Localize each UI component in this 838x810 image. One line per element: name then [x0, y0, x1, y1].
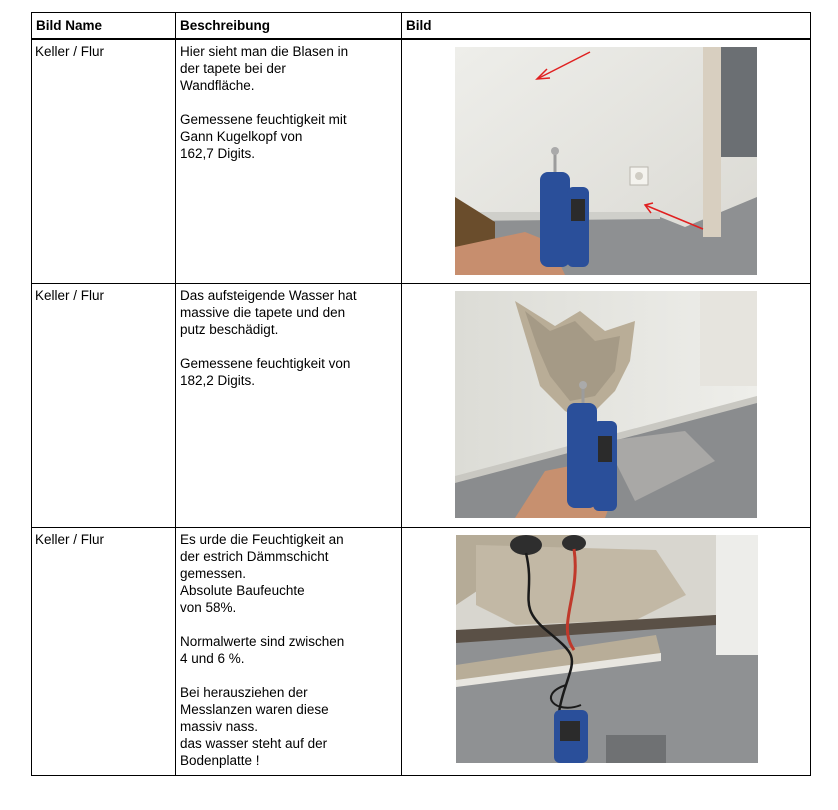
header-beschreibung: Beschreibung: [176, 13, 402, 39]
row-description: [176, 527, 402, 775]
wall-moisture-meter-photo: [455, 47, 757, 275]
row-description: [176, 283, 402, 527]
table-header-row: [32, 13, 811, 39]
row-name: Keller / Flur: [32, 527, 176, 775]
header-bild: Bild: [402, 13, 811, 39]
table-row: [32, 39, 811, 284]
row-description: [176, 39, 402, 284]
description-paragraph: Das aufsteigende Wasser hat massive die tapete und den putz beschädigt.: [180, 287, 357, 337]
damaged-plaster-photo: [455, 291, 757, 518]
row-name: Keller / Flur: [32, 283, 176, 527]
description-paragraph: Es urde die Feuchtigkeit an der estrich Dämmschicht gemessen. Absolute Baufeuchte von 58%.: [180, 531, 344, 615]
row-name: Keller / Flur: [32, 39, 176, 284]
description-paragraph: Hier sieht man die Blasen in der tapete bei der Wandfläche.: [180, 43, 349, 93]
row-image-cell: [402, 39, 811, 284]
screed-probe-photo: [456, 535, 758, 763]
row-image-cell: [402, 527, 811, 775]
description-paragraph: Gemessene feuchtigkeit mit Gann Kugelkopf von 162,7 Digits.: [180, 111, 347, 161]
description-paragraph: Gemessene feuchtigkeit von 182,2 Digits.: [180, 355, 351, 388]
table-row: [32, 527, 811, 775]
report-table: [31, 12, 811, 776]
description-paragraph: Normalwerte sind zwischen 4 und 6 %.: [180, 633, 345, 666]
row-image-cell: [402, 283, 811, 527]
table-row: [32, 283, 811, 527]
header-bild-name: Bild Name: [32, 13, 176, 39]
description-paragraph: Bei herausziehen der Messlanzen waren diese massiv nass. das wasser steht auf der Bodenplatte !: [180, 684, 329, 768]
